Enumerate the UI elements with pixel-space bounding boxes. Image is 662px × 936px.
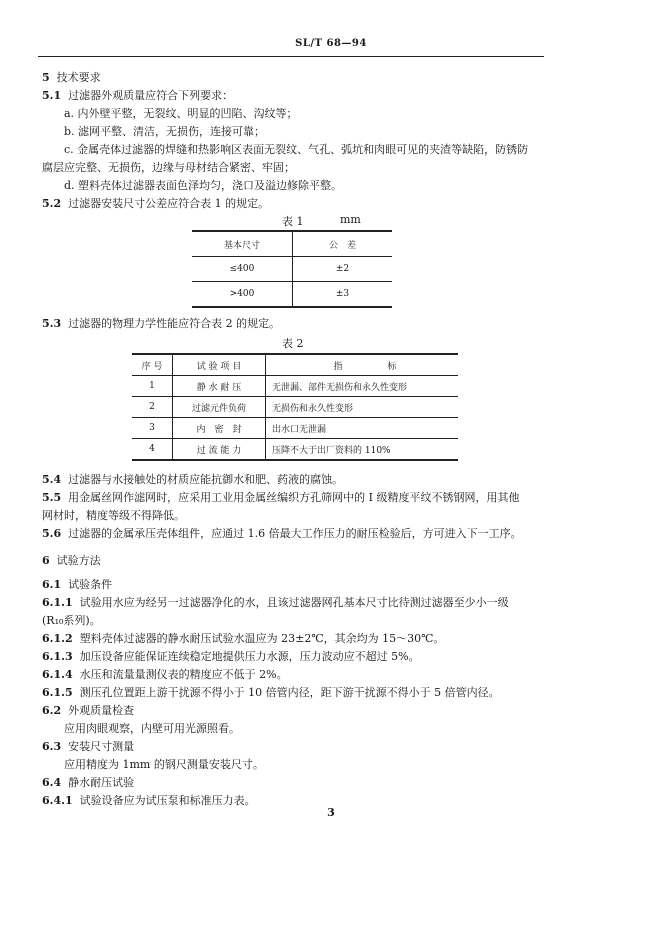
- table-row: [192, 257, 392, 282]
- clause-5-6: 5.6 过滤器的金属承压壳体组件，应通过 1.6 倍最大工作压力的耐压检验后，方可进入下一工序。: [42, 527, 522, 540]
- clause-6-4: 6.4 静水耐压试验: [42, 776, 135, 789]
- clause-5-4: 5.4 过滤器与水接触处的材质应能抗御水和肥、药液的腐蚀。: [42, 473, 344, 486]
- clause-5-1: 5.1 过滤器外观质量应符合下列要求：: [42, 89, 234, 102]
- table1-cell: >400: [192, 282, 293, 308]
- clause-6-1-4: 6.1.4 水压和流量量测仪表的精度应不低于 2%。: [42, 668, 288, 681]
- clause-6-1-3: 6.1.3 加压设备应能保证连续稳定地提供压力水源，压力波动应不超过 5%。: [42, 650, 420, 663]
- item-b: b. 滤网平整、清洁，无损伤，连接可靠；: [64, 125, 266, 138]
- clause-6-4-1: 6.4.1 试验设备应为试压泵和标准压力表。: [42, 794, 256, 807]
- table1-unit: mm: [340, 213, 361, 226]
- clause-5-3: 5.3 过滤器的物理力学性能应符合表 2 的规定。: [42, 317, 281, 330]
- tolerance-table: [192, 230, 392, 308]
- table2-cell: 出水口无泄漏: [266, 418, 459, 439]
- section-heading-6: 6 试验方法: [42, 554, 101, 567]
- clause-6-1-5: 6.1.5 测压孔位置距上游干扰源不得小于 10 倍管内径，距下游干扰源不得小于 5 倍管内径。: [42, 686, 500, 699]
- table-row: [132, 376, 458, 397]
- table2-cell: 压降不大于出厂资料的 110%: [272, 445, 391, 456]
- table2-header-index: 指 标: [266, 354, 459, 376]
- table2-cell: 1: [132, 376, 173, 397]
- clause-6-1: 6.1 试验条件: [42, 578, 113, 591]
- clause-6-1-1: 6.1.1 试验用水应为经另一过滤器净化的水，且该过滤器网孔基本尺寸比待测过滤器至少小一级: [42, 596, 509, 609]
- header-rule: [38, 56, 544, 57]
- table1-cell: ≤400: [192, 257, 293, 282]
- table-row: [132, 439, 458, 461]
- table2-cell: 3: [132, 418, 173, 439]
- clause-5-5: 5.5 用金属丝网作滤网时，应采用工业用金属丝编织方孔筛网中的 I 级精度平纹不锈钢网，用其他: [42, 491, 520, 504]
- item-a: a. 内外壁平整，无裂纹、明显的凹陷、沟纹等；: [64, 107, 298, 120]
- clause-6-3-body: 应用精度为 1mm 的钢尺测量安装尺寸。: [64, 758, 264, 771]
- table2-header-row: [132, 354, 458, 376]
- clause-5-5-continued: 网材时，精度等级不得降低。: [42, 509, 185, 522]
- table2-cell: 内 密 封: [173, 418, 266, 439]
- table2-caption: 表 2: [282, 337, 304, 350]
- table2-cell: 过滤元件负荷: [173, 397, 266, 418]
- item-c-continued: 腐层应完整、无损伤，边缘与母材结合紧密、牢固；: [42, 161, 295, 174]
- item-c: c. 金属壳体过滤器的焊缝和热影响区表面无裂纹、气孔、弧坑和肉眼可见的夹渣等缺陷，防锈防: [64, 143, 529, 156]
- table-row: [132, 397, 458, 418]
- table2-header-item: 试 验 项 目: [173, 354, 266, 376]
- clause-6-1-2: 6.1.2 塑料壳体过滤器的静水耐压试验水温应为 23±2℃，其余均为 15～30℃。: [42, 632, 445, 645]
- table2-cell: 静 水 耐 压: [173, 376, 266, 397]
- table1-caption: 表 1: [282, 215, 304, 228]
- table2-cell: 4: [132, 439, 173, 461]
- table1-header-row: [192, 231, 392, 257]
- clause-6-2: 6.2 外观质量检查: [42, 704, 135, 717]
- performance-table: [132, 353, 458, 461]
- clause-6-1-1-continued: (R₁₀系列)。: [42, 614, 101, 627]
- page-number: 3: [327, 806, 335, 819]
- table-row: [132, 418, 458, 439]
- table2-cell: 过 流 能 力: [173, 439, 266, 461]
- table2-cell: 无泄漏、部件无损伤和永久性变形: [266, 376, 459, 397]
- section-heading-5: 5 技术要求: [42, 71, 101, 84]
- clause-5-2: 5.2 过滤器安装尺寸公差应符合表 1 的规定。: [42, 197, 270, 210]
- table1-header-tolerance: 公 差: [328, 240, 356, 251]
- table-row: [192, 282, 392, 308]
- clause-6-2-body: 应用肉眼观察，内壁可用光源照看。: [64, 722, 240, 735]
- table1-cell: ±2: [293, 257, 393, 282]
- table1-cell: ±3: [335, 289, 350, 299]
- table2-header-no: 序 号: [132, 354, 173, 376]
- table2-cell: 2: [132, 397, 173, 418]
- standard-code-header: SL/T 68—94: [295, 38, 367, 49]
- clause-6-3: 6.3 安装尺寸测量: [42, 740, 135, 753]
- table2-cell: 无损伤和永久性变形: [266, 397, 459, 418]
- table1-header-size: 基本尺寸: [192, 231, 293, 257]
- item-d: d. 塑料壳体过滤器表面色泽均匀，浇口及溢边修除平整。: [64, 179, 343, 192]
